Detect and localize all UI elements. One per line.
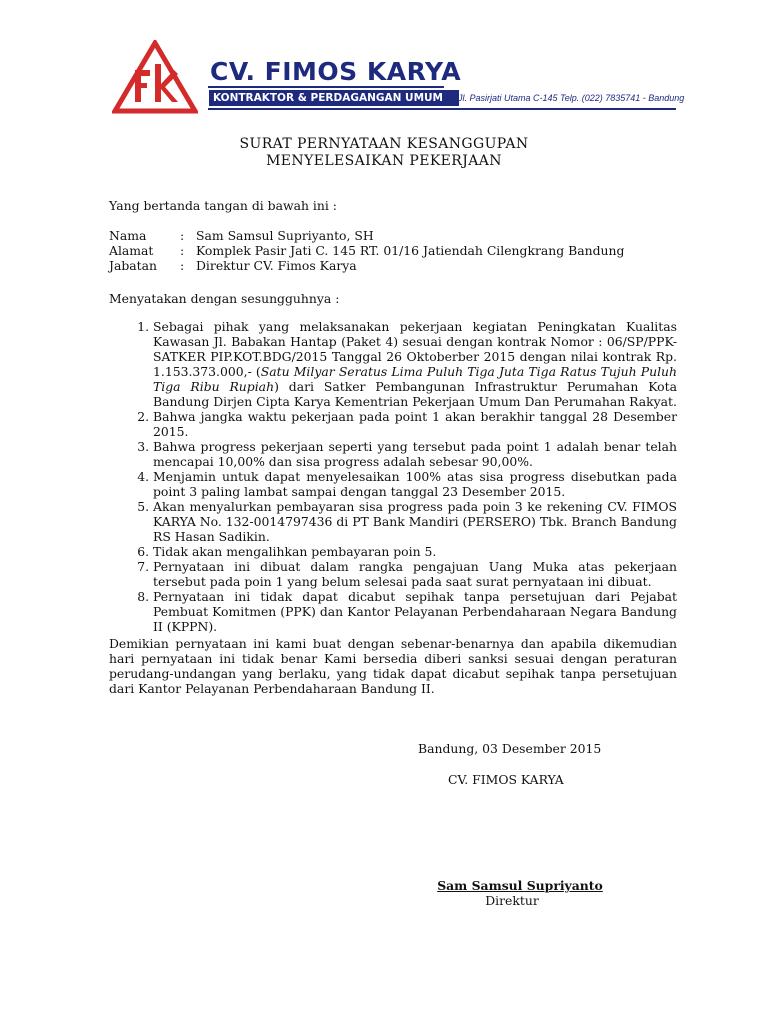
title-line-1: SURAT PERNYATAAN KESANGGUPAN [239,136,529,152]
logo-k-arm [161,70,178,102]
point-amount-words: Satu Milyar Seratus Lima Puluh Tiga Juta Tiga Ratus Tujuh Puluh Tiga Ribu Rupiah [153,364,677,394]
field-separator: : [180,243,185,258]
document-title [0,136,768,170]
point-text: Sebagai pihak yang melaksanakan pekerjaan kegiatan Peningkatan Kualitas Kawasan Jl. Babakan Hantap (Paket 4) sesuai dengan kontrak Nomor : 06/SP/PPK-SATKER PIP.KOT.BDG/2015 Tanggal 26 Oktoberber 2015 dengan nilai kontrak Rp. 1.153.373.000,- ( [153,319,677,379]
logo-bar-mid [135,83,147,88]
field-separator: : [180,228,185,243]
field-separator: : [180,258,185,273]
logo-bar-right [155,64,161,102]
intro-text: Yang bertanda tangan di bawah ini : [109,198,337,213]
signature-company: CV. FIMOS KARYA [448,772,564,787]
list-item: 8. Pernyataan ini tidak dapat dicabut sepihak tanpa persetujuan dari Pejabat Pembuat Komitmen (PPK) dan Kantor Pelayanan Perbendaharaan Negara Bandung II (KPPN). [153,589,677,634]
list-item: 3. Bahwa progress pekerjaan seperti yang tersebut pada point 1 adalah benar telah mencapai 10,00% dan sisa progress adalah sebesar 90,00%. [153,439,677,469]
signer-name: Sam Samsul Supriyanto [437,878,603,893]
list-item [153,319,677,409]
field-value: Direktur CV. Fimos Karya [196,258,357,273]
field-nama [109,228,624,243]
field-label: Jabatan [109,258,158,273]
letterhead-rule-top [208,86,444,88]
letterhead-rule-bottom [208,108,676,110]
letterhead [0,0,768,122]
list-item: 5. Akan menyalurkan pembayaran sisa progress pada poin 3 ke rekening CV. FIMOS KARYA No. 132-0014797436 di PT Bank Mandiri (PERSERO) Tbk. Branch Bandung RS Hasan Sadikin. [153,499,677,544]
closing-paragraph: Demikian pernyataan ini kami buat dengan sebenar-benarnya dan apabila dikemudian hari pernyataan ini tidak benar Kami bersedia diberi sanksi sesuai dengan peraturan perudang-undangan yang berlaku, yang tidak dapat dicabut sepihak tanpa persetujuan dari Kantor Pelayanan Perbendaharaan Bandung II. [109,636,677,696]
list-item: 2. Bahwa jangka waktu pekerjaan pada point 1 akan berakhir tanggal 28 Desember 2015. [153,409,677,439]
list-item: 6. Tidak akan mengalihkan pembayaran poin 5. [153,544,677,559]
company-name: CV. FIMOS KARYA [210,57,462,86]
list-item: 7. Pernyataan ini dibuat dalam rangka pengajuan Uang Muka atas pekerjaan tersebut pada poin 1 yang belum selesai pada saat surat pernyataan ini dibuat. [153,559,677,589]
list-item: 4. Menjamin untuk dapat menyelesaikan 100% atas sisa progress disebutkan pada point 3 paling lambat sampai dengan tanggal 23 Desember 2015. [153,469,677,499]
field-alamat [109,243,624,258]
field-label: Nama [109,228,147,243]
logo-bar-top [135,70,150,76]
company-logo [112,40,198,114]
company-address: Jl. Pasirjati Utama C-145 Telp. (022) 7835741 - Bandung [458,93,685,103]
title-line-2: MENYELESAIKAN PEKERJAAN [266,153,502,169]
signer-position: Direktur [485,893,539,908]
point-text: ) dari Satker Pembangunan Infrastruktur Perumahan Kota Bandung Dirjen Cipta Karya Kementrian Pekerjaan Umum Dan Perumahan Rakyat. [153,379,677,409]
place-date: Bandung, 03 Desember 2015 [418,741,602,756]
field-jabatan [109,258,624,273]
company-tagline: KONTRAKTOR & PERDAGANGAN UMUM [209,90,459,106]
statement-points [109,319,677,634]
field-value: Komplek Pasir Jati C. 145 RT. 01/16 Jatiendah Cilengkrang Bandung [196,243,625,258]
field-label: Alamat [109,243,154,258]
statement-text: Menyatakan dengan sesungguhnya : [109,291,340,306]
identity-fields [109,228,624,273]
field-value: Sam Samsul Supriyanto, SH [196,228,374,243]
